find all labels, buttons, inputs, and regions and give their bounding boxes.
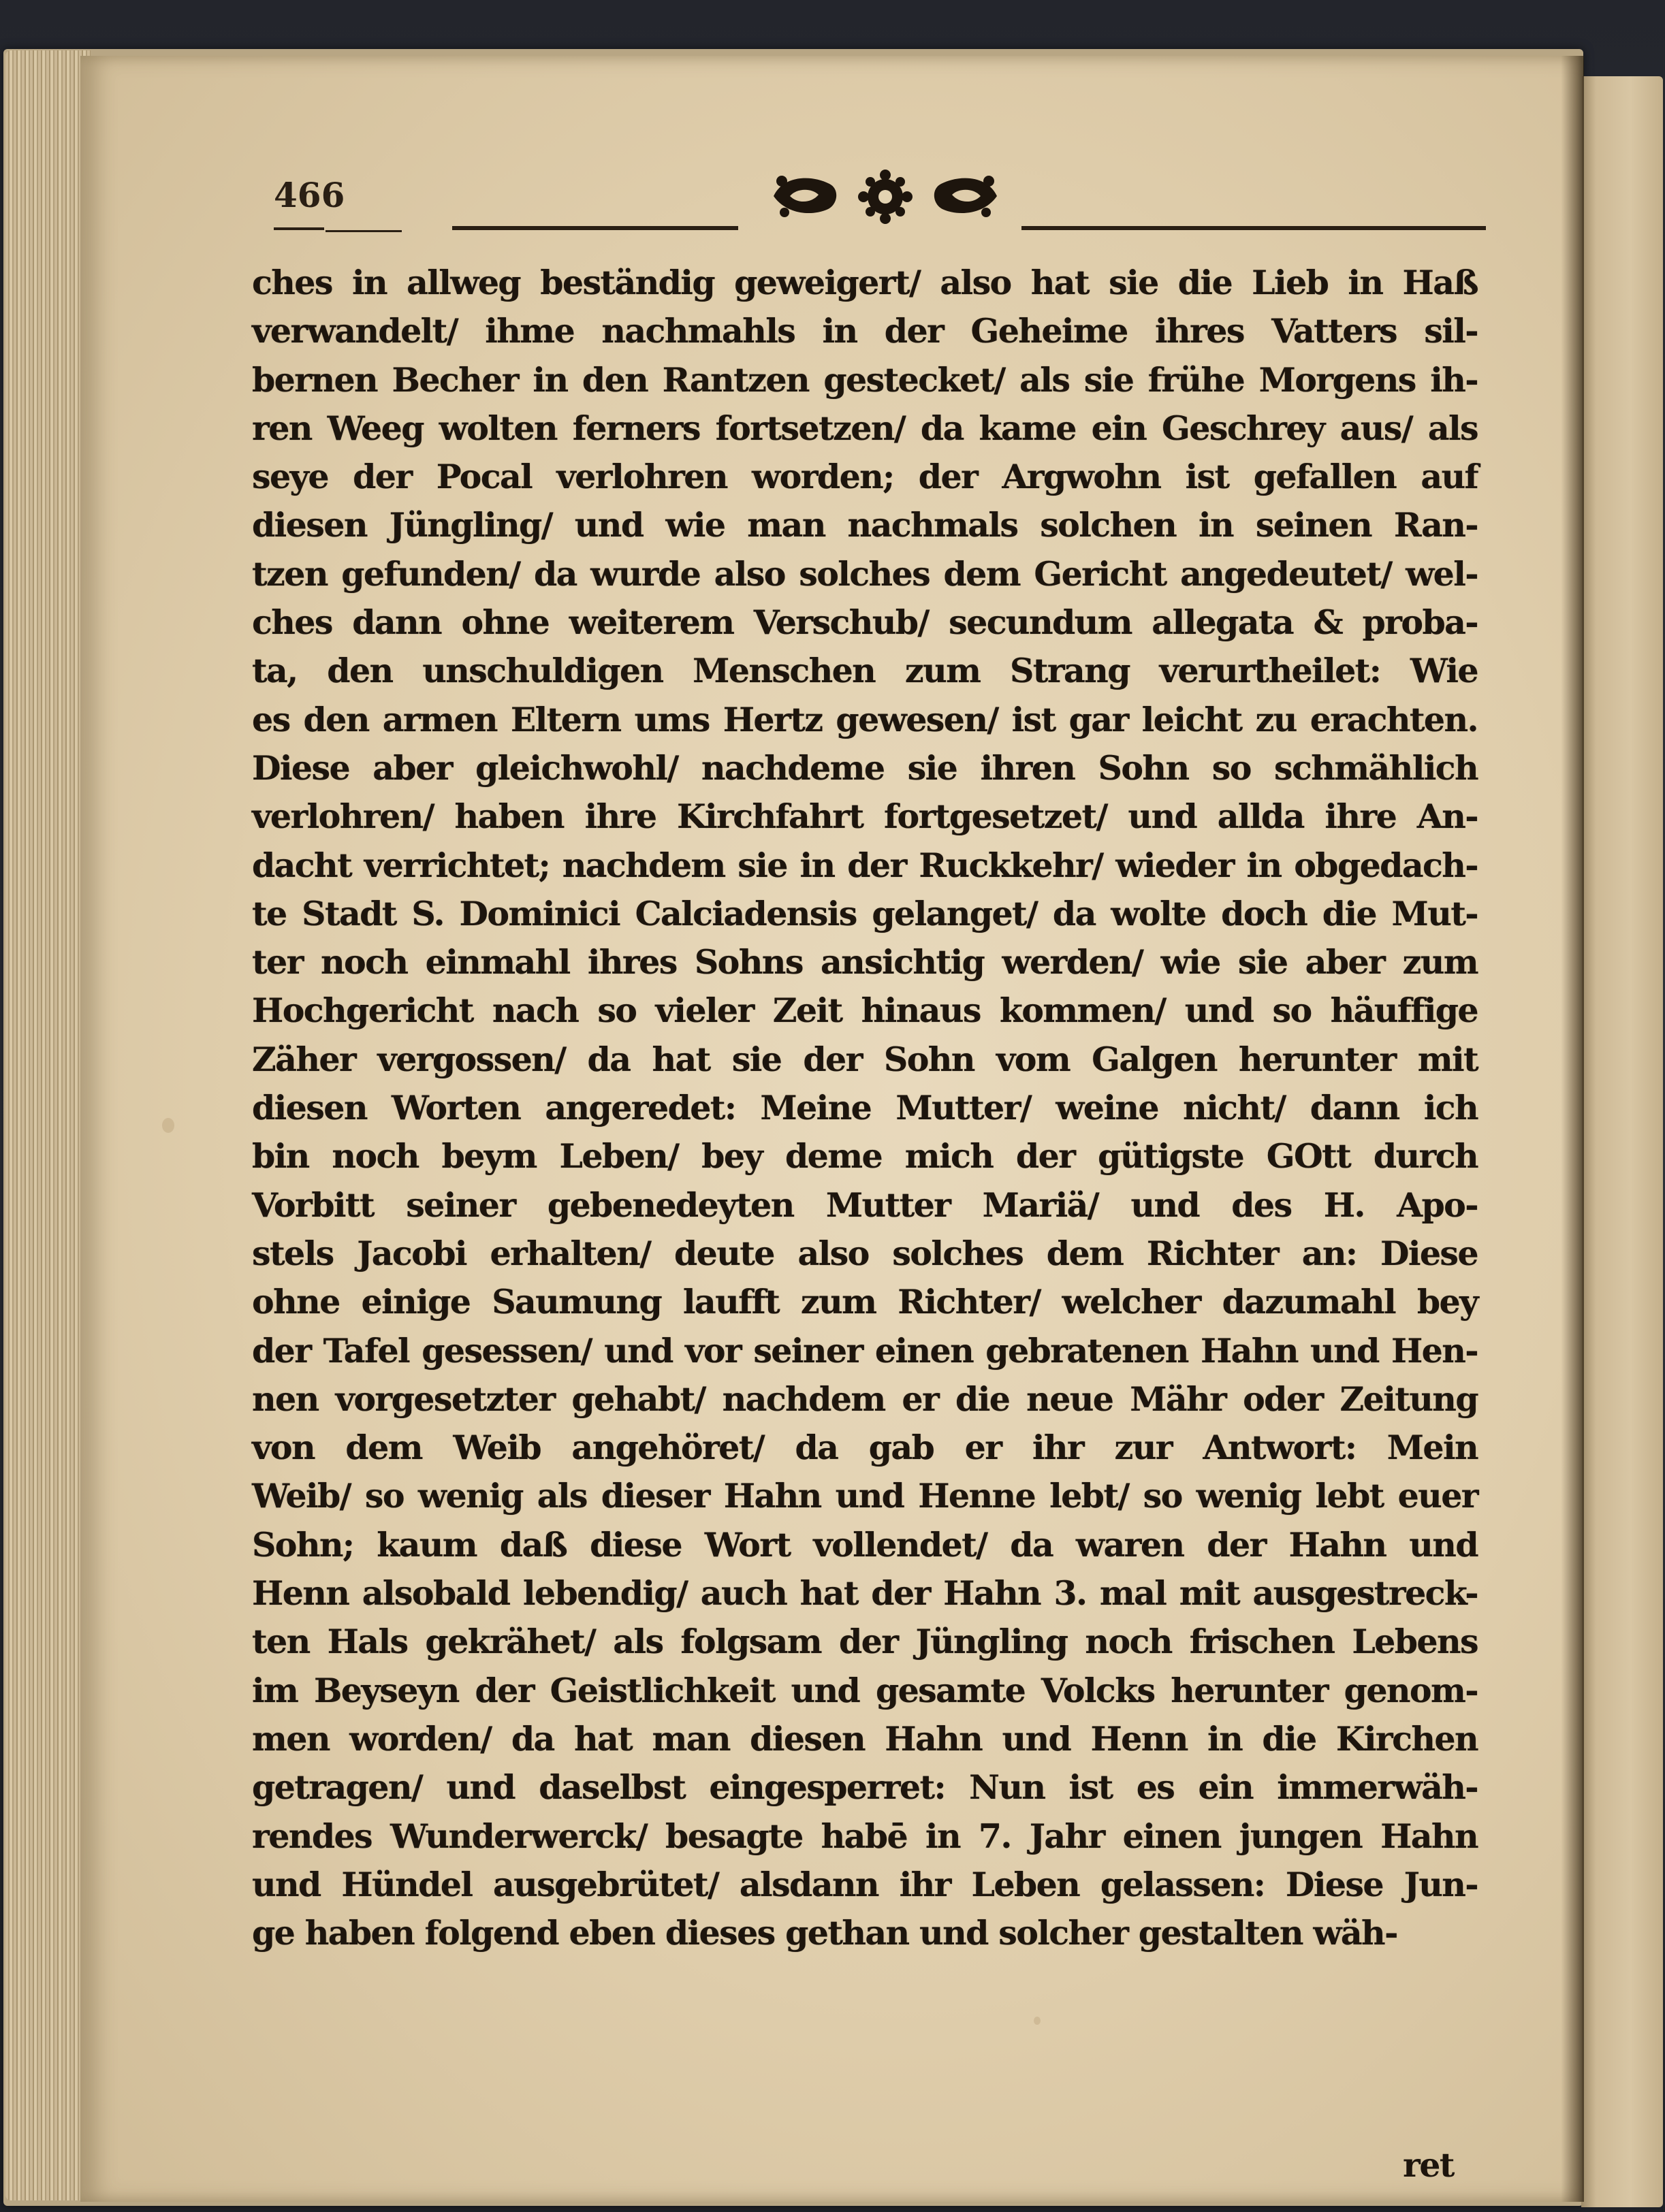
text-line: Sohn; kaum daß diese Wort vollendet/ da waren der Hahn und <box>252 1524 1478 1565</box>
text-line: diesen Worten angeredet: Meine Mutter/ weine nicht/ dann ich <box>252 1088 1478 1128</box>
foxing-spot <box>1034 2017 1041 2025</box>
text-line: ches dann ohne weiterem Verschub/ secundum allegata & proba- <box>252 603 1478 643</box>
text-line: tzen gefunden/ da wurde also solches dem Gericht angedeutet/ wel- <box>252 554 1478 594</box>
floral-ornament <box>770 169 1001 225</box>
text-line: Vorbitt seiner gebenedeyten Mutter Mariä/ und des H. Apo- <box>252 1185 1478 1225</box>
body-text <box>252 259 1478 1957</box>
text-line: bernen Becher in den Rantzen gestecket/ als sie frühe Morgens ih- <box>252 359 1478 400</box>
text-line: ches in allweg beständig geweigert/ also hat sie die Lieb in Haß <box>252 263 1478 302</box>
text-line: dacht verrichtet; nachdem sie in der Ruckkehr/ wieder in obgedach- <box>252 845 1478 885</box>
header-rule <box>274 227 324 230</box>
text-line: verwandelt/ ihme nachmahls in der Geheime ihres Vatters sil- <box>252 311 1478 351</box>
text-line: verlohren/ haben ihre Kirchfahrt fortgesetzet/ und allda ihre An- <box>252 797 1478 837</box>
text-line: der Tafel gesessen/ und vor seiner einen gebratenen Hahn und Hen- <box>252 1330 1478 1371</box>
text-line: Diese aber gleichwohl/ nachdeme sie ihren Sohn so schmählich <box>252 748 1478 788</box>
page-gutter <box>1561 56 1584 2202</box>
text-line: Weib/ so wenig als dieser Hahn und Henne lebt/ so wenig lebt euer <box>252 1476 1478 1516</box>
text-line: Zäher vergossen/ da hat sie der Sohn vom Galgen herunter mit <box>252 1039 1478 1079</box>
text-line: ta, den unschuldigen Menschen zum Strang verurtheilet: Wie <box>252 651 1478 691</box>
facing-page-edge <box>1581 76 1663 2207</box>
text-line: im Beyseyn der Geistlichkeit und gesamte Volcks herunter genom- <box>252 1670 1478 1710</box>
text-line: Henn alsobald lebendig/ auch hat der Hahn 3. mal mit ausgestreck- <box>252 1573 1478 1614</box>
text-line: men worden/ da hat man diesen Hahn und Henn in die Kirchen <box>252 1718 1478 1759</box>
header-rule <box>452 226 738 230</box>
text-line: bin noch beym Leben/ bey deme mich der gütigste GOtt durch <box>252 1136 1478 1176</box>
text-line: ren Weeg wolten ferners fortsetzen/ da kame ein Geschrey aus/ als <box>252 408 1478 448</box>
page-edges <box>5 50 91 2200</box>
text-line: ten Hals gekrähet/ als folgsam der Jüngling noch frischen Lebens <box>252 1622 1478 1662</box>
text-line: te Stadt S. Dominici Calciadensis gelanget/ da wolte doch die Mut- <box>252 893 1478 933</box>
catchword: ret <box>1403 2145 1454 2185</box>
text-line: getragen/ und daselbst eingesperret: Nun ist es ein immerwäh- <box>252 1767 1478 1808</box>
text-line: ter noch einmahl ihres Sohns ansichtig werden/ wie sie aber zum <box>252 942 1478 982</box>
text-line: diesen Jüngling/ und wie man nachmals solchen in seinen Ran- <box>252 505 1478 545</box>
foxing-spot <box>162 1118 174 1133</box>
text-line: von dem Weib angehöret/ da gab er ihr zur Antwort: Mein <box>252 1428 1478 1468</box>
text-line: Hochgericht nach so vieler Zeit hinaus kommen/ und so häuffige <box>252 991 1478 1031</box>
page-number: 466 <box>274 175 345 215</box>
text-line: rendes Wunderwerck/ besagte habē in 7. Jahr einen jungen Hahn <box>252 1816 1478 1856</box>
text-line: seye der Pocal verlohren worden; der Argwohn ist gefallen auf <box>252 457 1478 497</box>
text-line: und Hündel ausgebrütet/ alsdann ihr Leben gelassen: Diese Jun- <box>252 1864 1478 1904</box>
text-line: stels Jacobi erhalten/ deute also solches dem Richter an: Diese <box>252 1233 1478 1273</box>
text-line: ge haben folgend eben dieses gethan und solcher gestalten wäh- <box>252 1913 1397 1953</box>
text-line: nen vorgesetzter gehabt/ nachdem er die neue Mähr oder Zeitung <box>252 1379 1478 1419</box>
header-rule <box>326 230 402 232</box>
header-rule <box>1021 226 1486 230</box>
text-line: ohne einige Saumung laufft zum Richter/ welcher dazumahl bey <box>252 1282 1478 1322</box>
text-line: es den armen Eltern ums Hertz gewesen/ ist gar leicht zu erachten. <box>252 699 1478 739</box>
